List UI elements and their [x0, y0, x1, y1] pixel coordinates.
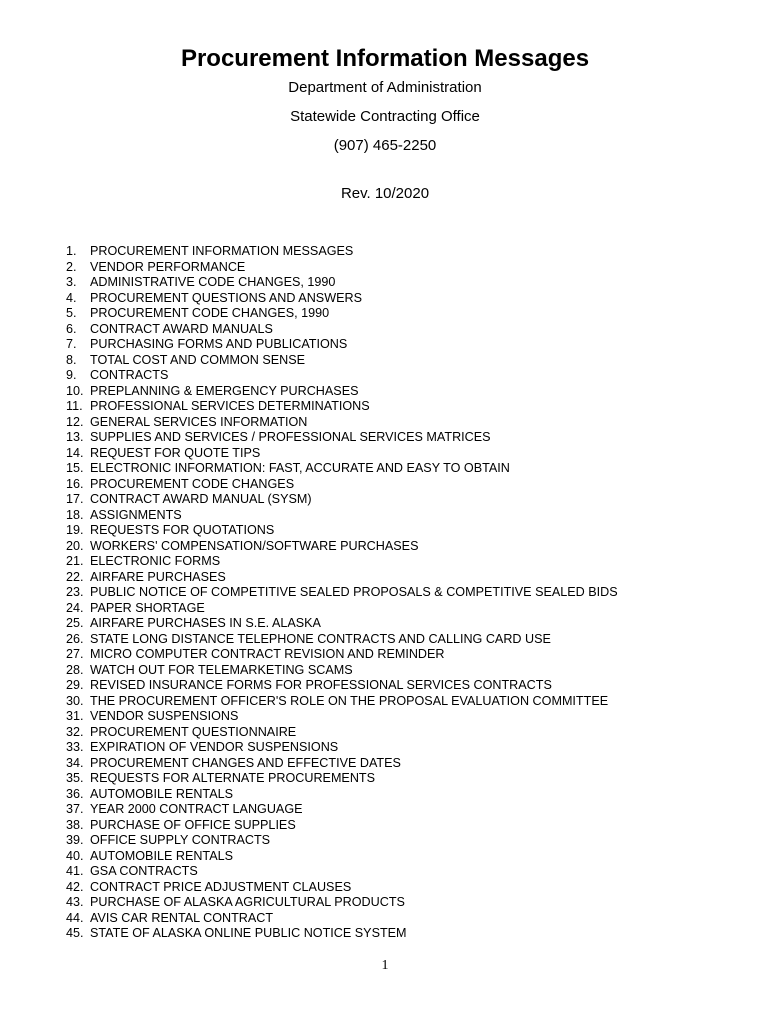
list-item-number: 4.: [66, 290, 77, 305]
list-item-number: 7.: [66, 337, 77, 351]
list-item-text: AIRFARE PURCHASES: [90, 569, 226, 584]
list-item-number: 6.: [66, 321, 77, 336]
list-item-number: 39.: [66, 833, 84, 847]
list-item-number: 29.: [66, 678, 84, 692]
list-item-text: GENERAL SERVICES INFORMATION: [90, 414, 308, 429]
list-item-text: THE PROCUREMENT OFFICER'S ROLE ON THE PROPOSAL EVALUATION COMMITTEE: [90, 693, 609, 708]
list-item-text: PROCUREMENT INFORMATION MESSAGES: [90, 244, 354, 258]
list-item-text: CONTRACTS: [90, 368, 169, 382]
list-item-text: PURCHASE OF OFFICE SUPPLIES: [90, 817, 296, 832]
list-item-number: 41.: [66, 864, 84, 878]
list-item-number: 10.: [66, 383, 84, 398]
list-item-number: 34.: [66, 755, 84, 770]
list-item-number: 38.: [66, 817, 84, 832]
list-item: [66, 492, 618, 508]
list-item-text: REQUEST FOR QUOTE TIPS: [90, 445, 261, 460]
list-item: [66, 833, 618, 849]
list-item-number: 1.: [66, 244, 77, 258]
list-item-number: 3.: [66, 275, 77, 289]
list-item-number: 35.: [66, 771, 84, 785]
list-item: [66, 818, 618, 834]
list-item-number: 26.: [66, 631, 84, 646]
list-item: [66, 322, 618, 338]
list-item: [66, 880, 618, 896]
list-item-text: REQUESTS FOR ALTERNATE PROCUREMENTS: [90, 771, 376, 785]
list-item: [66, 477, 618, 493]
list-item: [66, 399, 618, 415]
list-item-number: 20.: [66, 538, 84, 553]
list-item: [66, 539, 618, 555]
list-item-number: 16.: [66, 476, 84, 491]
list-item: [66, 864, 618, 880]
list-item: [66, 663, 618, 679]
list-item-number: 23.: [66, 585, 84, 599]
list-item-number: 22.: [66, 569, 84, 584]
page-title: Procurement Information Messages: [180, 45, 590, 72]
list-item: [66, 771, 618, 787]
list-item-text: PUBLIC NOTICE OF COMPETITIVE SEALED PROPOSALS & COMPETITIVE SEALED BIDS: [90, 585, 618, 599]
list-item-number: 18.: [66, 507, 84, 522]
list-item: [66, 926, 618, 942]
list-item-text: AUTOMOBILE RENTALS: [90, 786, 233, 801]
list-item-text: STATE LONG DISTANCE TELEPHONE CONTRACTS AND CALLING CARD USE: [90, 631, 551, 646]
list-item-text: AUTOMOBILE RENTALS: [90, 848, 233, 863]
list-item-text: ASSIGNMENTS: [90, 507, 182, 522]
list-item: [66, 570, 618, 586]
list-item-number: 24.: [66, 600, 84, 615]
list-item-text: PREPLANNING & EMERGENCY PURCHASES: [90, 383, 359, 398]
list-item: [66, 725, 618, 741]
message-list: [66, 244, 618, 942]
list-item-text: PROFESSIONAL SERVICES DETERMINATIONS: [90, 399, 370, 413]
list-item: [66, 337, 618, 353]
list-item-number: 17.: [66, 492, 84, 506]
department-name: Department of Administration: [288, 79, 482, 96]
list-item-text: PROCUREMENT CODE CHANGES: [90, 476, 295, 491]
list-item-text: MICRO COMPUTER CONTRACT REVISION AND REMINDER: [90, 647, 445, 661]
list-item-text: WATCH OUT FOR TELEMARKETING SCAMS: [90, 662, 353, 677]
list-item-text: CONTRACT PRICE ADJUSTMENT CLAUSES: [90, 879, 352, 894]
list-item: [66, 895, 618, 911]
list-item-text: VENDOR SUSPENSIONS: [90, 709, 239, 723]
list-item-text: TOTAL COST AND COMMON SENSE: [90, 352, 306, 367]
list-item-number: 45.: [66, 926, 84, 940]
list-item-number: 2.: [66, 259, 77, 274]
list-item-number: 31.: [66, 709, 84, 723]
list-item-text: GSA CONTRACTS: [90, 864, 198, 878]
list-item-text: PAPER SHORTAGE: [90, 600, 205, 615]
list-item: [66, 244, 618, 260]
list-item-text: PROCUREMENT QUESTIONS AND ANSWERS: [90, 290, 362, 305]
list-item: [66, 384, 618, 400]
list-item: [66, 709, 618, 725]
list-item: [66, 616, 618, 632]
list-item-text: AVIS CAR RENTAL CONTRACT: [90, 910, 274, 925]
list-item-text: AIRFARE PURCHASES IN S.E. ALASKA: [90, 616, 321, 630]
list-item-number: 32.: [66, 724, 84, 739]
list-item-text: YEAR 2000 CONTRACT LANGUAGE: [90, 802, 303, 816]
list-item-number: 36.: [66, 786, 84, 801]
list-item-text: PROCUREMENT QUESTIONNAIRE: [90, 724, 297, 739]
list-item-text: PURCHASING FORMS AND PUBLICATIONS: [90, 337, 348, 351]
list-item: [66, 461, 618, 477]
list-item-number: 5.: [66, 306, 77, 320]
list-item-number: 40.: [66, 848, 84, 863]
list-item-text: WORKERS' COMPENSATION/SOFTWARE PURCHASES: [90, 538, 419, 553]
list-item: [66, 353, 618, 369]
list-item: [66, 740, 618, 756]
list-item: [66, 291, 618, 307]
list-item: [66, 911, 618, 927]
list-item: [66, 585, 618, 601]
list-item-text: REVISED INSURANCE FORMS FOR PROFESSIONAL SERVICES CONTRACTS: [90, 678, 552, 692]
list-item: [66, 368, 618, 384]
list-item: [66, 849, 618, 865]
revision-date: Rev. 10/2020: [340, 185, 430, 202]
list-item: [66, 787, 618, 803]
list-item-number: 25.: [66, 616, 84, 630]
list-item-number: 27.: [66, 647, 84, 661]
list-item-text: REQUESTS FOR QUOTATIONS: [90, 523, 275, 537]
phone-number: (907) 465-2250: [333, 137, 437, 154]
list-item-text: SUPPLIES AND SERVICES / PROFESSIONAL SERVICES MATRICES: [90, 430, 491, 444]
list-item-text: PROCUREMENT CODE CHANGES, 1990: [90, 306, 330, 320]
list-item: [66, 647, 618, 663]
list-item: [66, 554, 618, 570]
list-item: [66, 260, 618, 276]
list-item-text: PURCHASE OF ALASKA AGRICULTURAL PRODUCTS: [90, 895, 405, 909]
list-item-text: OFFICE SUPPLY CONTRACTS: [90, 833, 271, 847]
list-item: [66, 678, 618, 694]
list-item-text: ADMINISTRATIVE CODE CHANGES, 1990: [90, 275, 336, 289]
list-item: [66, 415, 618, 431]
list-item-number: 9.: [66, 368, 77, 382]
list-item-number: 30.: [66, 693, 84, 708]
list-item-number: 44.: [66, 910, 84, 925]
list-item-number: 37.: [66, 802, 84, 816]
list-item-number: 42.: [66, 879, 84, 894]
list-item: [66, 632, 618, 648]
office-name: Statewide Contracting Office: [290, 108, 480, 125]
list-item: [66, 601, 618, 617]
page-number: 1: [381, 958, 389, 973]
list-item-text: VENDOR PERFORMANCE: [90, 259, 246, 274]
list-item-number: 19.: [66, 523, 84, 537]
list-item: [66, 802, 618, 818]
list-item-number: 14.: [66, 445, 84, 460]
list-item-number: 43.: [66, 895, 84, 909]
list-item: [66, 275, 618, 291]
list-item-number: 21.: [66, 554, 84, 568]
list-item: [66, 430, 618, 446]
list-item: [66, 523, 618, 539]
list-item-text: PROCUREMENT CHANGES AND EFFECTIVE DATES: [90, 755, 401, 770]
list-item-text: STATE OF ALASKA ONLINE PUBLIC NOTICE SYSTEM: [90, 926, 407, 940]
list-item: [66, 306, 618, 322]
list-item-text: EXPIRATION OF VENDOR SUSPENSIONS: [90, 740, 339, 754]
list-item: [66, 446, 618, 462]
list-item-number: 33.: [66, 740, 84, 754]
list-item: [66, 694, 618, 710]
list-item-number: 12.: [66, 414, 84, 429]
list-item-text: CONTRACT AWARD MANUAL (SYSM): [90, 492, 312, 506]
list-item-text: ELECTRONIC INFORMATION: FAST, ACCURATE AND EASY TO OBTAIN: [90, 461, 510, 475]
list-item-number: 11.: [66, 399, 83, 413]
list-item-number: 13.: [66, 430, 84, 444]
list-item-number: 8.: [66, 352, 77, 367]
list-item-text: ELECTRONIC FORMS: [90, 554, 221, 568]
list-item-text: CONTRACT AWARD MANUALS: [90, 321, 273, 336]
list-item-number: 28.: [66, 662, 84, 677]
list-item: [66, 756, 618, 772]
list-item-number: 15.: [66, 461, 84, 475]
list-item: [66, 508, 618, 524]
